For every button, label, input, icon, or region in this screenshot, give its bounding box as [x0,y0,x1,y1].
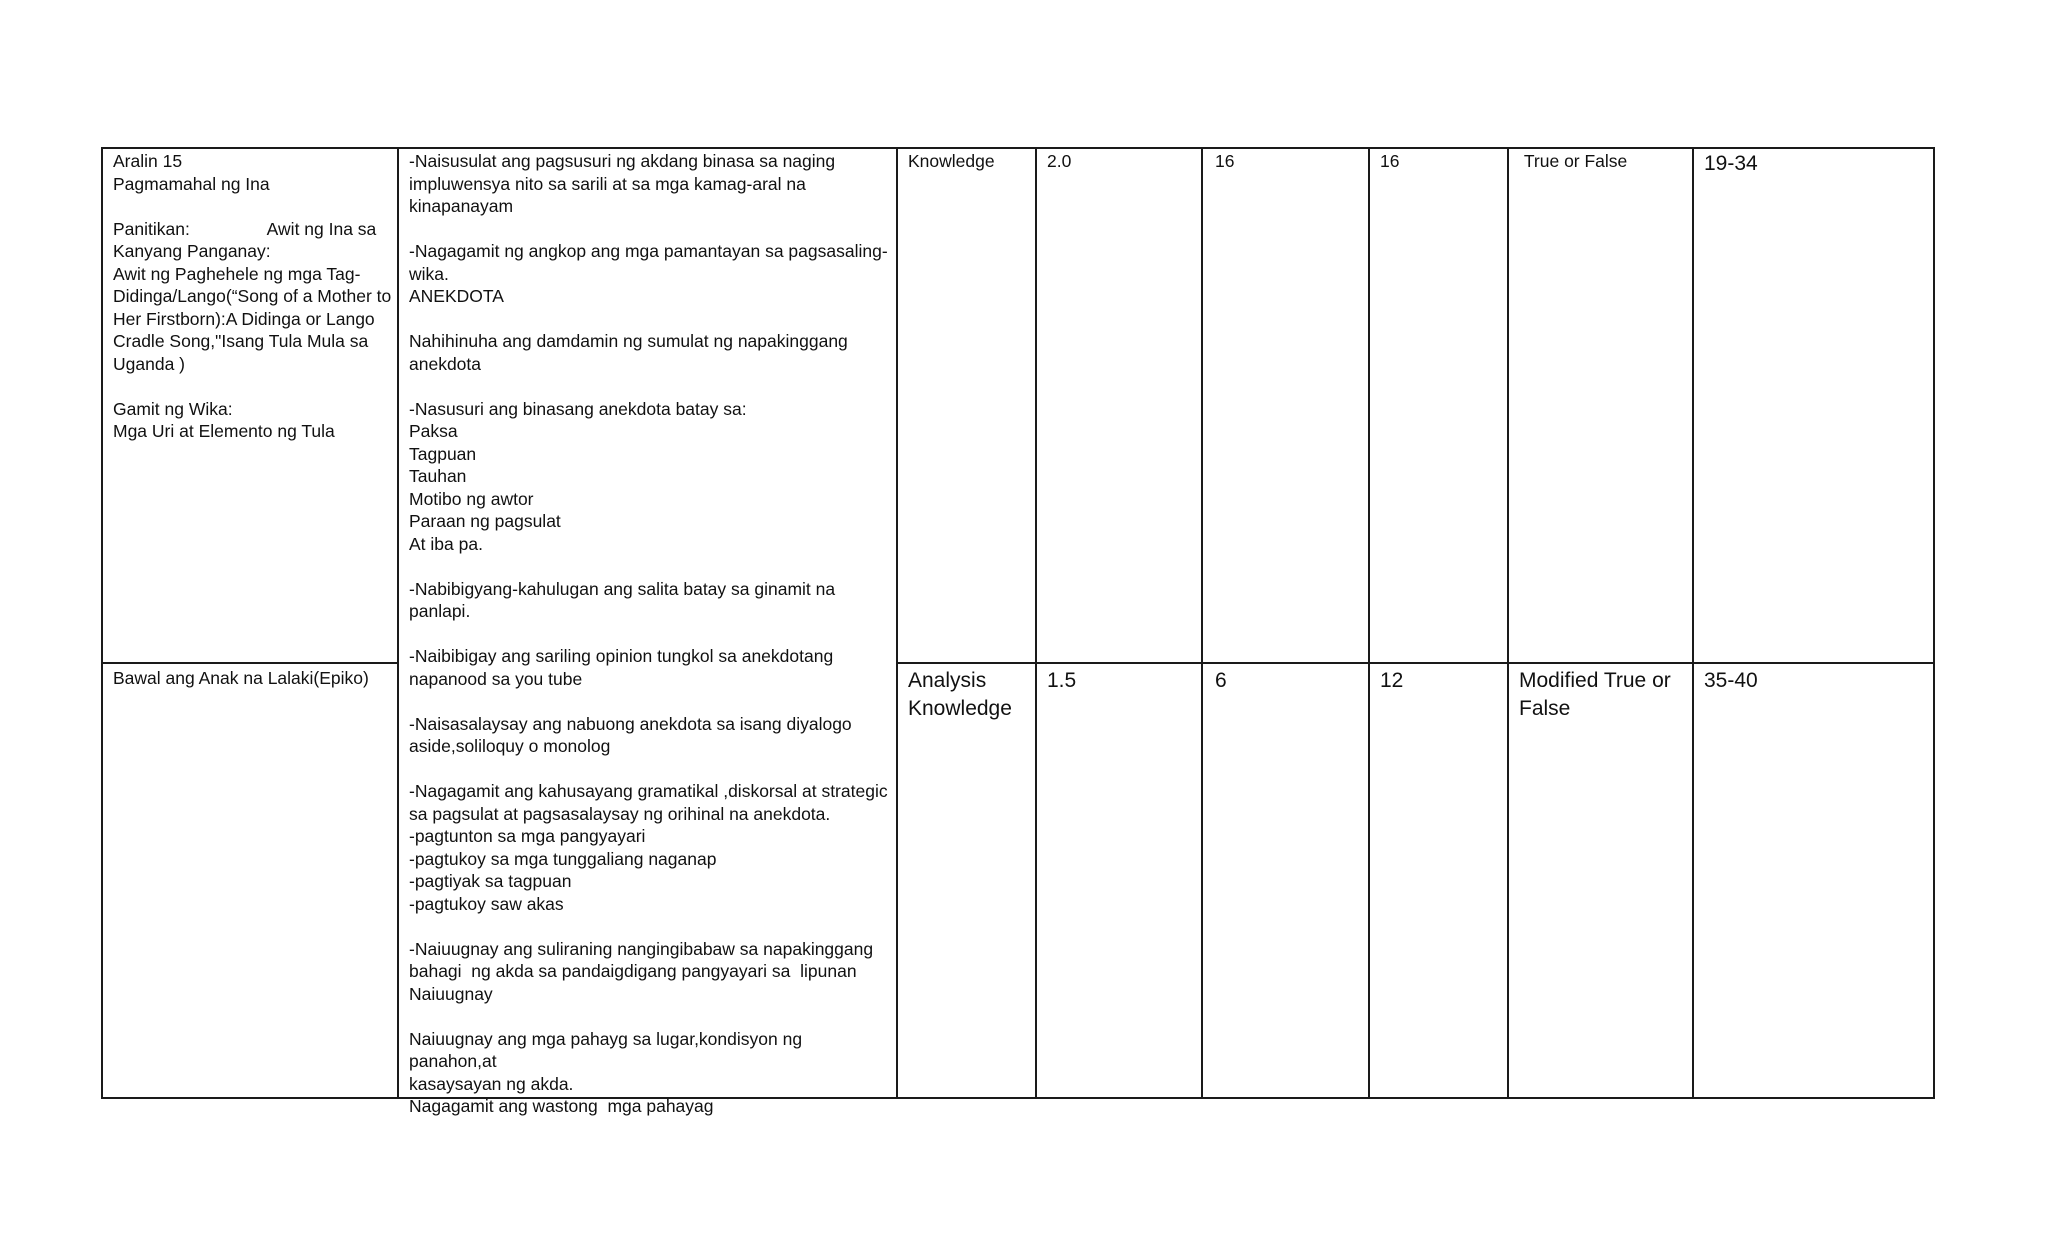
topic-cell-aralin-15: Aralin 15 Pagmamahal ng Ina Panitikan: Awit ng Ina sa Kanyang Panganay: Awit ng Paghehele ng mga Tag- Didinga/Lango(“Song of a Mother to Her Firstborn):A Didinga or Lango Cradle Song,"Isang Tula Mula sa Uganda ) Gamit ng Wika: Mga Uri at Elemento ng Tula [113,151,392,441]
points-cell: 12 [1380,669,1404,692]
item-placement-cell: 35-40 [1704,669,1758,692]
test-type-cell: True or False [1519,151,1628,171]
cognitive-level-cell: Analysis Knowledge [908,669,1012,720]
column-border [101,147,103,1099]
number-of-items-cell: 6 [1215,669,1227,692]
row-divider-left [101,662,397,664]
column-border [1201,147,1203,1099]
weight-cell: 1.5 [1047,669,1077,692]
number-of-items-cell: 16 [1215,151,1235,171]
column-border [1507,147,1509,1099]
column-border [1035,147,1037,1099]
learning-competencies-cell: -Naisusulat ang pagsusuri ng akdang binasa sa naging impluwensya nito sa sarili at sa mga kamag-aral na kinapanayam -Nagagamit ng angkop ang mga pamantayan sa pagsasaling- wika. ANEKDOTA Nahihinuha ang damdamin ng sumulat ng napakinggang anekdota -Nasusuri ang binasang anekdota batay sa: Paksa Tagpuan Tauhan Motibo ng awtor Paraan ng pagsulat At iba pa. -Nabibigyang-kahulugan ang salita batay sa ginamit na panlapi. -Naibibigay ang sariling opinion tungkol sa anekdotang napanood sa you tube -Naisasalaysay ang nabuong anekdota sa isang diyalogo aside,soliloquy o monolog -Nagagamit ang kahusayang gramatikal ,diskorsal at strategic sa pagsulat at pagsasalaysay ng orihinal na anekdota. -pagtunton sa mga pangyayari -pagtukoy sa mga tunggaliang naganap -pagtiyak sa tagpuan -pagtukoy saw akas -Naiuugnay ang suliraning nangingibabaw sa napakinggang bahagi ng akda sa pandaigdigang pangyayari sa lipunan Naiuugnay Naiuugnay ang mga pahayg sa lugar,kondisyon ng panahon,at kasaysayan ng akda. Nagagamit ang wastong mga pahayag [409,151,888,1116]
table-bottom-border [101,1097,1935,1099]
points-cell: 16 [1380,151,1400,171]
table-top-border [101,147,1935,149]
item-placement-cell: 19-34 [1704,152,1758,175]
test-type-cell: Modified True or False [1519,669,1671,720]
topic-cell-bawal-ang-anak: Bawal ang Anak na Lalaki(Epiko) [113,668,369,688]
row-divider-right [896,662,1935,664]
weight-cell: 2.0 [1047,151,1072,171]
column-border [397,147,399,1099]
cognitive-level-cell: Knowledge [908,151,995,171]
column-border [1692,147,1694,1099]
column-border [1368,147,1370,1099]
column-border [896,147,898,1099]
column-border [1933,147,1935,1099]
